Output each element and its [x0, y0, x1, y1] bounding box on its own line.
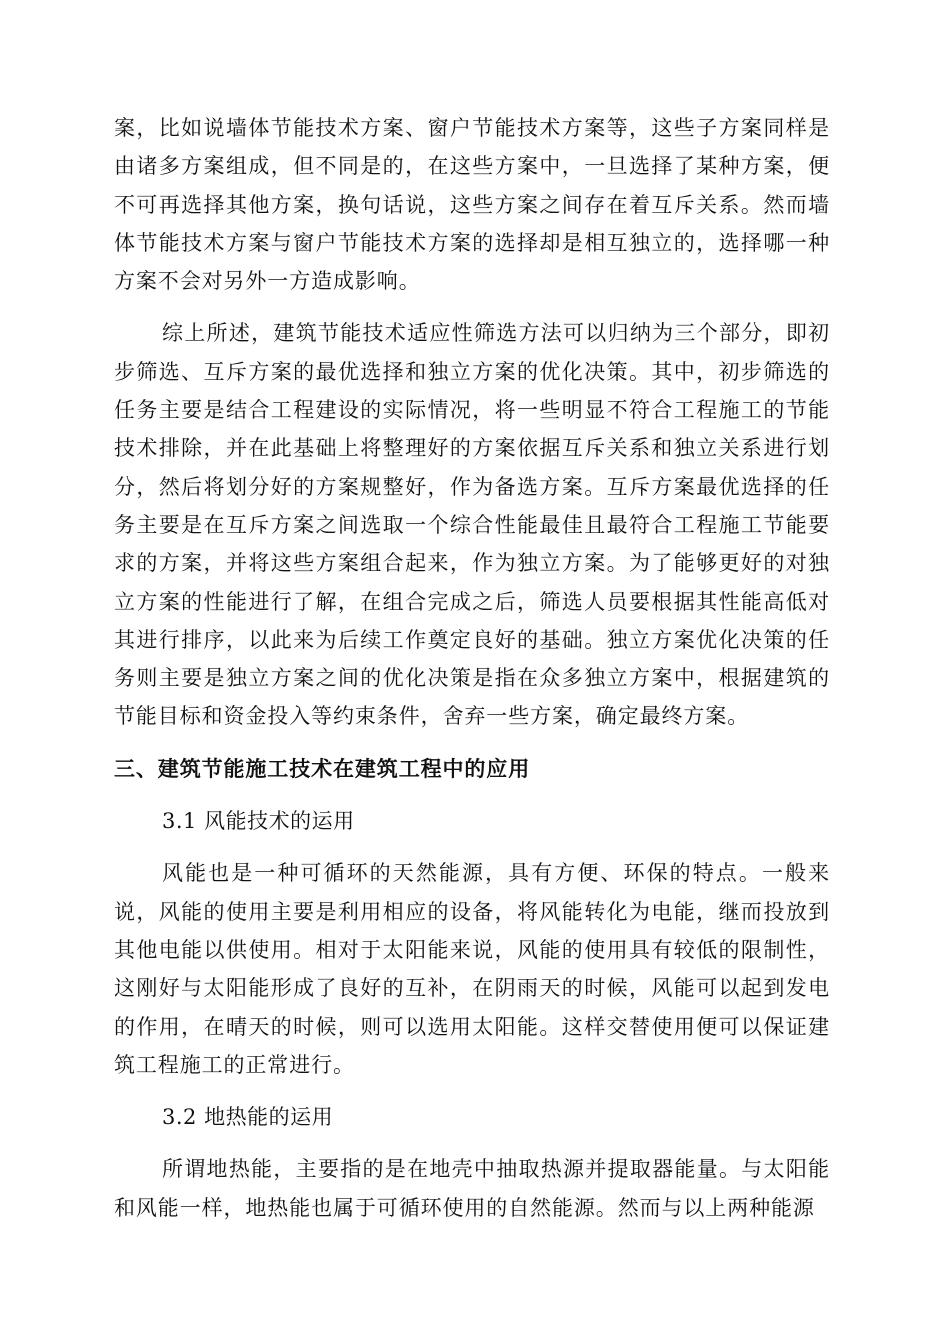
paragraph-continuation: 案，比如说墙体节能技术方案、窗户节能技术方案等，这些子方案同样是由诸多方案组成，但不同是的，在这些方案中，一旦选择了某种方案，便不可再选择其他方案，换句话说，这些方案之间存在着互斥关系。然而墙体节能技术方案与窗户节能技术方案的选择却是相互独立的，选择哪一种方案不会对另外一方造成影响。: [114, 116, 830, 294]
paragraph-wind-energy: 风能也是一种可循环的天然能源，具有方便、环保的特点。一般来说，风能的使用主要是利用相应的设备，将风能转化为电能，继而投放到其他电能以供使用。相对于太阳能来说，风能的使用具有较低的限制性，这刚好与太阳能形成了良好的互补，在阴雨天的时候，风能可以起到发电的作用，在晴天的时候，则可以选用太阳能。这样交替使用便可以保证建筑工程施工的正常进行。: [114, 861, 830, 1077]
section-heading: 三、建筑节能施工技术在建筑工程中的应用: [114, 755, 531, 781]
paragraph-geothermal-energy: 所谓地热能，主要指的是在地壳中抽取热源并提取器能量。与太阳能和风能一样，地热能也属于可循环使用的自然能源。然而与以上两种能源: [114, 1157, 830, 1220]
subsection-title-wind: 3.1 风能技术的运用: [162, 809, 355, 834]
paragraph-summary: 综上所述，建筑节能技术适应性筛选方法可以归纳为三个部分，即初步筛选、互斥方案的最优选择和独立方案的优化决策。其中，初步筛选的任务主要是结合工程建设的实际情况，将一些明显不符合工程施工的节能技术排除，并在此基础上将整理好的方案依据互斥关系和独立关系进行划分，然后将划分好的方案规整好，作为备选方案。互斥方案最优选择的任务主要是在互斥方案之间选取一个综合性能最佳且最符合工程施工节能要求的方案，并将这些方案组合起来，作为独立方案。为了能够更好的对独立方案的性能进行了解，在组合完成之后，筛选人员要根据其性能高低对其进行排序，以此来为后续工作奠定良好的基础。独立方案优化决策的任务则主要是独立方案之间的优化决策是指在众多独立方案中，根据建筑的节能目标和资金投入等约束条件，舍弃一些方案，确定最终方案。: [114, 321, 830, 729]
document-page: [114, 109, 830, 1227]
subsection-title-geothermal: 3.2 地热能的运用: [162, 1105, 334, 1130]
